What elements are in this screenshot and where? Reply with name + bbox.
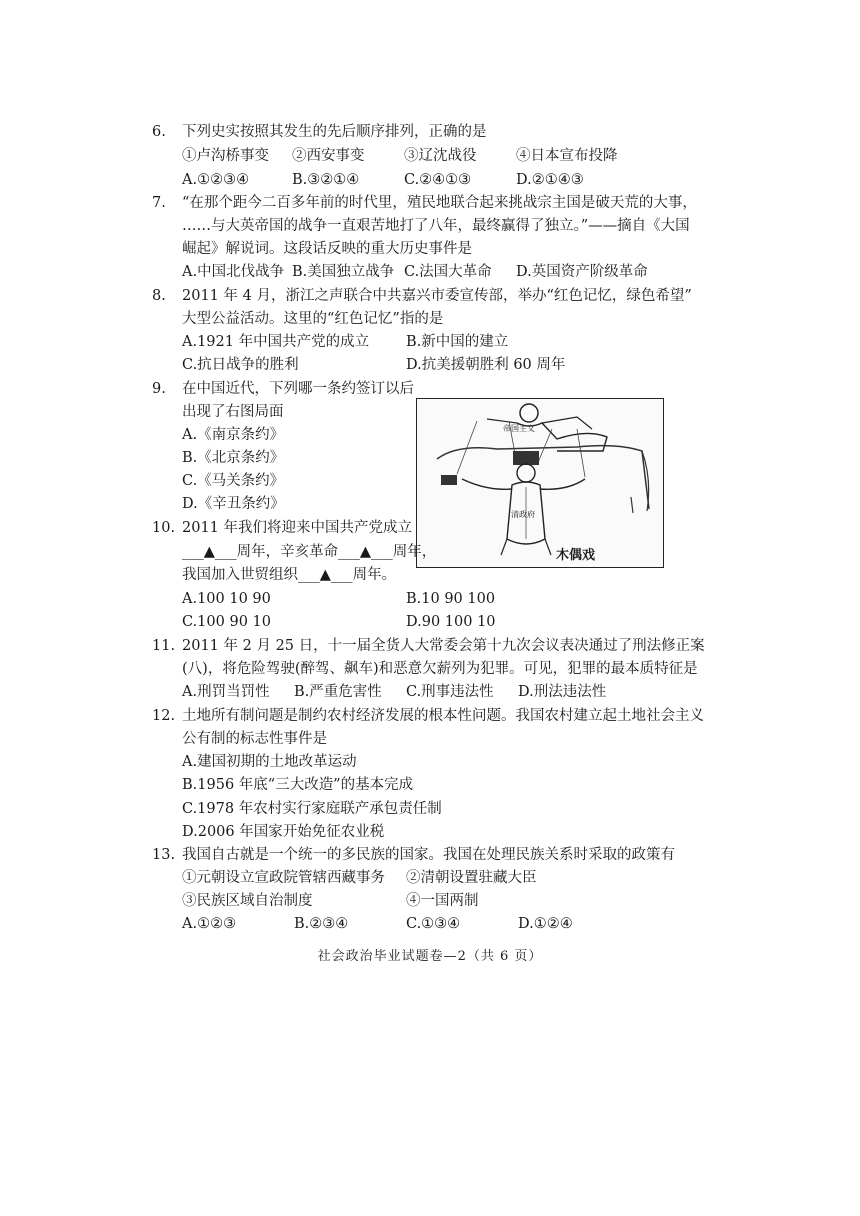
question-stem: 2011 年 2 月 25 日，十一届全货人大常委会第十九次会议表决通过了刑法修正案 — [182, 638, 705, 654]
question-stem: 公有制的标志性事件是 — [182, 731, 327, 747]
option-c: C.②④①③ — [404, 172, 472, 188]
item: ③民族区域自治制度 — [182, 893, 313, 909]
question-stem: 我国加入世贸组织___▲___周年。 — [182, 567, 397, 583]
option-b: B.美国独立战争 — [292, 264, 395, 280]
question-number: 9. — [152, 381, 166, 397]
option-a: A.100 10 90 — [182, 591, 271, 607]
question-number: 12. — [152, 708, 176, 724]
option-c: C.《马关条约》 — [182, 473, 285, 489]
option-d: D.①②④ — [518, 916, 573, 932]
option-a: A.刑罚当罚性 — [182, 684, 270, 700]
question-stem: 我国自古就是一个统一的多民族的国家。我国在处理民族关系时采取的政策有 — [182, 847, 675, 863]
option-d: D.刑法违法性 — [518, 684, 607, 700]
figure-label-qing: 清政府 — [511, 510, 535, 519]
item: ②西安事变 — [292, 148, 365, 164]
question-stem: ___▲___周年，辛亥革命___▲___周年， — [182, 544, 437, 560]
option-a: A.①②③ — [182, 916, 237, 932]
option-a: A.建国初期的土地改革运动 — [182, 754, 357, 770]
question-number: 6. — [152, 124, 166, 140]
question-number: 8. — [152, 288, 166, 304]
question-number: 10. — [152, 520, 176, 536]
question-stem: 在中国近代，下列哪一条约签订以后 — [182, 381, 414, 397]
option-a: A.《南京条约》 — [182, 427, 285, 443]
option-b: B.新中国的建立 — [406, 334, 509, 350]
question-stem: 2011 年我们将迎来中国共产党成立 — [182, 520, 413, 536]
option-c: C.抗日战争的胜利 — [182, 357, 299, 373]
item: ②清朝设置驻藏大臣 — [406, 870, 537, 886]
item: ①卢沟桥事变 — [182, 148, 269, 164]
question-number: 11. — [152, 638, 176, 654]
option-b: B.②③④ — [294, 916, 349, 932]
option-d: D.英国资产阶级革命 — [516, 264, 648, 280]
option-a: A.①②③④ — [182, 172, 250, 188]
option-c: C.法国大革命 — [404, 264, 492, 280]
question-stem: ……与大英帝国的战争一直艰苦地打了八年，最终赢得了独立。”——摘自《大国 — [182, 218, 690, 234]
item: ④一国两制 — [406, 893, 479, 909]
question-stem: 2011 年 4 月，浙江之声联合中共嘉兴市委宣传部，举办“红色记忆，绿色希望” — [182, 288, 692, 304]
question-stem: 出现了右图局面 — [182, 404, 284, 420]
question-stem: 崛起》解说词。这段话反映的重大历史事件是 — [182, 241, 472, 257]
option-b: B.③②①④ — [292, 172, 360, 188]
option-a: A.1921 年中国共产党的成立 — [182, 334, 370, 350]
question-stem: (八)，将危险驾驶(醉驾、飙车)和恶意欠薪列为犯罪。可见，犯罪的最本质特征是 — [182, 661, 698, 677]
option-b: B.《北京条约》 — [182, 450, 285, 466]
option-b: B.严重危害性 — [294, 684, 382, 700]
item: ③辽沈战役 — [404, 148, 477, 164]
option-a: A.中国北伐战争 — [182, 264, 285, 280]
question-number: 7. — [152, 195, 166, 211]
item: ①元朝设立宣政院管辖西藏事务 — [182, 870, 385, 886]
option-d: D.2006 年国家开始免征农业税 — [182, 824, 385, 840]
option-b: B.10 90 100 — [406, 591, 496, 607]
option-d: D.②①④③ — [516, 172, 584, 188]
puppet-show-figure — [416, 398, 664, 568]
question-stem: “在那个距今二百多年前的时代里，殖民地联合起来挑战宗主国是破天荒的大事， — [182, 195, 697, 211]
option-c: C.刑事违法性 — [406, 684, 494, 700]
item: ④日本宣布投降 — [516, 148, 618, 164]
puppet-illustration — [417, 399, 663, 567]
question-number: 13. — [152, 847, 176, 863]
option-b: B.1956 年底“三大改造”的基本完成 — [182, 777, 414, 793]
option-c: C.100 90 10 — [182, 614, 271, 630]
option-c: C.1978 年农村实行家庭联产承包责任制 — [182, 801, 442, 817]
option-d: D.抗美援朝胜利 60 周年 — [406, 357, 566, 373]
question-stem: 土地所有制问题是制约农村经济发展的根本性问题。我国农村建立起土地社会主义 — [182, 708, 704, 724]
option-d: D.《辛丑条约》 — [182, 496, 285, 512]
question-stem: 大型公益活动。这里的“红色记忆”指的是 — [182, 311, 444, 327]
figure-caption: 木偶戏 — [555, 548, 595, 563]
question-stem: 下列史实按照其发生的先后顺序排列，正确的是 — [182, 124, 487, 140]
figure-label-imperialism: 帝国主义 — [503, 424, 535, 433]
option-c: C.①③④ — [406, 916, 461, 932]
option-d: D.90 100 10 — [406, 614, 496, 630]
page-footer: 社会政治毕业试题卷—2（共 6 页） — [317, 949, 543, 964]
